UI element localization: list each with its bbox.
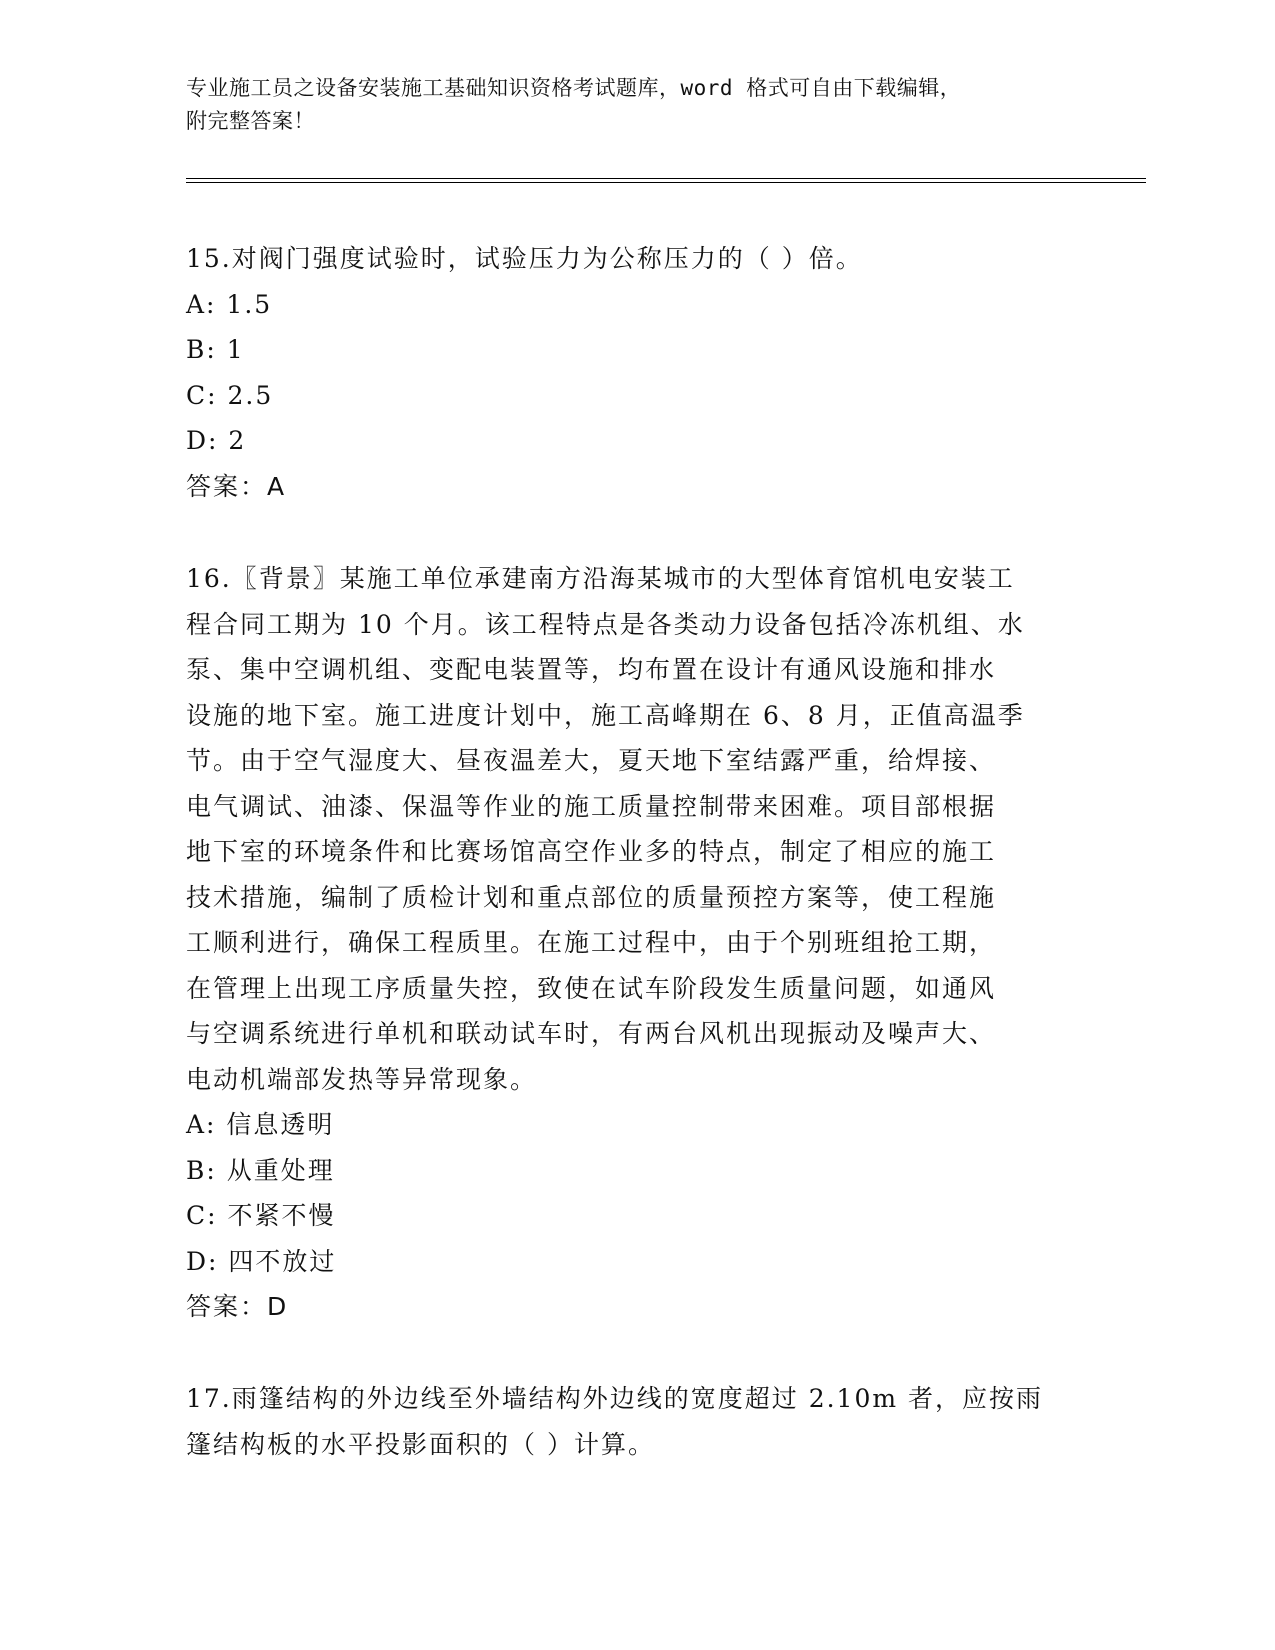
header-divider — [186, 178, 1146, 183]
header-line: 附完整答案！ — [186, 109, 315, 133]
question-line: 电动机端部发热等异常现象。 — [186, 1064, 538, 1094]
option-a: A: 信息透明 — [186, 1110, 335, 1139]
question-line: 程合同工期为 10 个月。该工程特点是各类动力设备包括冷冻机组、水 — [186, 609, 1025, 639]
question-line: 地下室的环境条件和比赛场馆高空作业多的特点，制定了相应的施工 — [186, 837, 997, 866]
question-line: 技术措施，编制了质检计划和重点部位的质量预控方案等，使工程施 — [186, 882, 997, 912]
question-line: 17.雨篷结构的外边线至外墙结构外边线的宽度超过 2.10m 者，应按雨 — [186, 1384, 1044, 1413]
question-17 — [186, 1376, 1086, 1467]
question-text — [186, 556, 1086, 1102]
question-line: 15.对阀门强度试验时，试验压力为公称压力的（ ）倍。 — [186, 244, 863, 273]
question-text — [186, 236, 1086, 282]
question-line: 节。由于空气湿度大、昼夜温差大，夏天地下室结露严重，给焊接、 — [186, 746, 997, 775]
question-line: 设施的地下室。施工进度计划中，施工高峰期在 6、8 月，正值高温季 — [186, 700, 1025, 730]
question-line: 工顺利进行，确保工程质里。在施工过程中，由于个别班组抢工期， — [186, 928, 997, 957]
question-text — [186, 1376, 1086, 1467]
option-b: B: 从重处理 — [186, 1155, 335, 1185]
question-line: 篷结构板的水平投影面积的（ ）计算。 — [186, 1429, 655, 1459]
question-line: 在管理上出现工序质量失控，致使在试车阶段发生质量问题，如通风 — [186, 973, 997, 1003]
question-16 — [186, 556, 1086, 1330]
option-d: D: 2 — [186, 426, 247, 455]
option-c: C: 不紧不慢 — [186, 1201, 336, 1230]
question-line: 与空调系统进行单机和联动试车时，有两台风机出现振动及噪声大、 — [186, 1019, 997, 1048]
question-line: 泵、集中空调机组、变配电装置等，均布置在设计有通风设施和排水 — [186, 655, 997, 684]
answer-label: 答案：A — [186, 471, 287, 501]
header-line: 专业施工员之设备安装施工基础知识资格考试题库，word 格式可自由下载编辑， — [186, 76, 962, 100]
question-line: 16.〖背景〗某施工单位承建南方沿海某城市的大型体育馆机电安装工 — [186, 564, 1015, 593]
question-line: 电气调试、油漆、保温等作业的施工质量控制带来困难。项目部根据 — [186, 791, 997, 821]
option-d: D: 四不放过 — [186, 1246, 337, 1276]
option-a: A: 1.5 — [186, 289, 273, 319]
option-c: C: 2.5 — [186, 380, 274, 410]
question-15 — [186, 236, 1086, 509]
answer-label: 答案：D — [186, 1292, 289, 1321]
option-b: B: 1 — [186, 335, 245, 364]
document-header — [186, 72, 1086, 138]
